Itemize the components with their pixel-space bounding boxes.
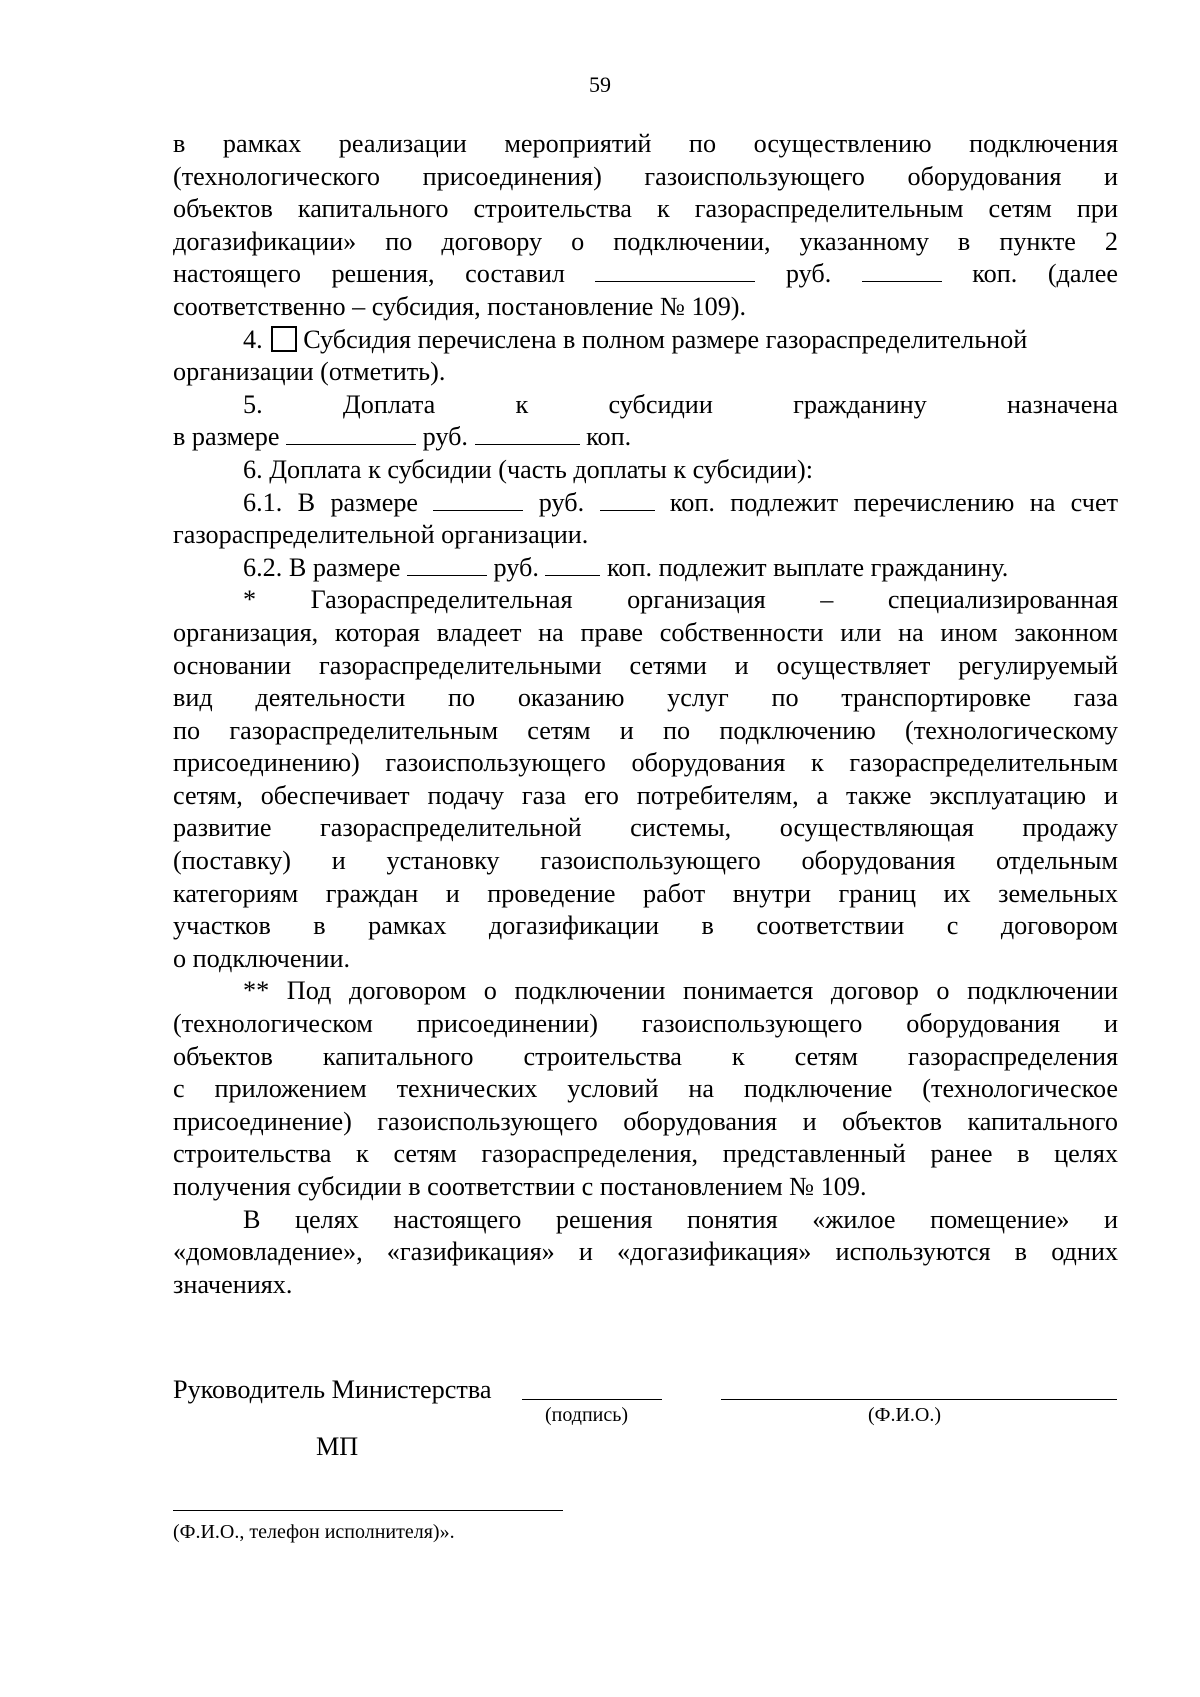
amount-kop-blank xyxy=(600,488,655,511)
text-segment: руб. xyxy=(493,552,539,582)
text-line-with-blanks xyxy=(173,421,1118,454)
footnote-line: сетям, обеспечивает подачу газа его потребителям, а также эксплуатацию и xyxy=(173,780,1118,810)
text-segment: коп. (далее xyxy=(972,259,1119,289)
text-segment: коп. подлежит перечислению на счет xyxy=(669,487,1119,517)
footnote-line: получения субсидии в соответствии с постановлением № 109. xyxy=(173,1172,867,1201)
signature-caption: (подпись) xyxy=(545,1404,629,1426)
paragraph-number: 4. xyxy=(243,324,263,354)
footnote-line: с приложением технических условий на подключение (технологическое xyxy=(173,1074,1118,1104)
paragraph-6-1 xyxy=(173,487,1118,520)
amount-rub-blank xyxy=(286,422,416,445)
text-line: газораспределительной организации. xyxy=(173,520,589,550)
footnote-line: участков в рамках догазификации в соответствии с договором xyxy=(173,911,1118,941)
amount-kop-blank xyxy=(475,422,580,445)
text-line: В целях настоящего решения понятия «жилое помещение» и xyxy=(243,1204,1118,1234)
text-line: «домовладение», «газификация» и «догазификация» используются в одних xyxy=(173,1237,1118,1267)
paragraph-6: 6. Доплата к субсидии (часть доплаты к субсидии): xyxy=(243,454,813,484)
footnote-line: организация, которая владеет на праве собственности или на ином законном xyxy=(173,617,1118,647)
text-segment: настоящего решения, составил xyxy=(173,259,565,289)
footnote-line: (технологическом присоединении) газоиспользующего оборудования и xyxy=(173,1009,1118,1039)
footnote-line: (поставку) и установку газоиспользующего оборудования отдельным xyxy=(173,846,1118,876)
amount-rub-blank xyxy=(407,553,487,576)
name-caption: (Ф.И.О.) xyxy=(868,1404,942,1426)
footnote-line: категориям граждан и проведение работ внутри границ их земельных xyxy=(173,878,1118,908)
footnote-line: о подключении. xyxy=(173,943,351,973)
text-segment: гражданину xyxy=(793,389,927,419)
text-segment: назначена xyxy=(1006,389,1118,419)
signature-line xyxy=(522,1399,662,1400)
text-segment: к xyxy=(515,389,529,419)
amount-rub-blank xyxy=(433,488,523,511)
footnote-line: присоединение) газоиспользующего оборудования и объектов капитального xyxy=(173,1106,1118,1136)
amount-kop-blank xyxy=(545,553,600,576)
footnote-line: развитие газораспределительной системы, осуществляющая продажу xyxy=(173,813,1118,843)
text-line: объектов капитального строительства к газораспределительным сетям при xyxy=(173,194,1118,224)
text-segment: Субсидия перечислена в полном размере газораспределительной xyxy=(303,324,1028,354)
text-segment: руб. xyxy=(538,487,585,517)
executor-caption: (Ф.И.О., телефон исполнителя)». xyxy=(173,1521,455,1543)
stamp-placeholder: МП xyxy=(316,1432,359,1461)
amount-kop-blank xyxy=(862,259,942,282)
text-line: соответственно – субсидия, постановление № 109). xyxy=(173,291,747,321)
text-line: (технологического присоединения) газоиспользующего оборудования и xyxy=(173,161,1118,191)
executor-line xyxy=(173,1510,563,1511)
amount-rub-blank xyxy=(595,259,755,282)
footnote-line: объектов капитального строительства к сетям газораспределения xyxy=(173,1041,1118,1071)
text-segment: 6.2. В размере xyxy=(243,552,401,582)
document-body xyxy=(173,128,1118,1301)
paragraph-6-2 xyxy=(173,552,1118,585)
checkbox[interactable] xyxy=(271,326,297,352)
text-line: в рамках реализации мероприятий по осуществлению подключения xyxy=(173,129,1118,158)
footnote-line: присоединению) газоиспользующего оборудования к газораспределительным xyxy=(173,748,1118,778)
text-segment: 6.1. В размере xyxy=(243,487,419,517)
text-line-with-blanks xyxy=(173,258,1118,291)
text-segment: коп. xyxy=(586,422,632,452)
footnote-line: строительства к сетям газораспределения, представленный ранее в целях xyxy=(173,1139,1118,1169)
footnote-line: по газораспределительным сетям и по подключению (технологическому xyxy=(173,715,1118,745)
paragraph-5 xyxy=(173,389,1118,422)
text-segment: 5. xyxy=(243,389,263,419)
text-segment: Доплата xyxy=(342,389,436,419)
footnote-line: * Газораспределительная организация – специализированная xyxy=(243,585,1118,615)
paragraph-4 xyxy=(173,324,1118,357)
page-number: 59 xyxy=(589,72,611,97)
text-segment: руб. xyxy=(422,422,468,452)
text-segment: субсидии xyxy=(608,389,713,419)
text-segment: руб. xyxy=(785,259,832,289)
footnote-line: вид деятельности по оказанию услуг по транспортировке газа xyxy=(173,683,1118,713)
text-segment: в размере xyxy=(173,422,280,452)
footnote-line: ** Под договором о подключении понимается договор о подключении xyxy=(243,976,1118,1006)
text-segment: коп. подлежит выплате гражданину. xyxy=(607,552,1009,582)
footnote-line: основании газораспределительными сетями и осуществляет регулируемый xyxy=(173,650,1118,680)
name-line xyxy=(721,1399,1117,1400)
text-line: организации (отметить). xyxy=(173,357,446,387)
text-line: значениях. xyxy=(173,1269,293,1299)
text-line: догазификации» по договору о подключении, указанному в пункте 2 xyxy=(173,226,1118,256)
signatory-title: Руководитель Министерства xyxy=(173,1375,492,1404)
